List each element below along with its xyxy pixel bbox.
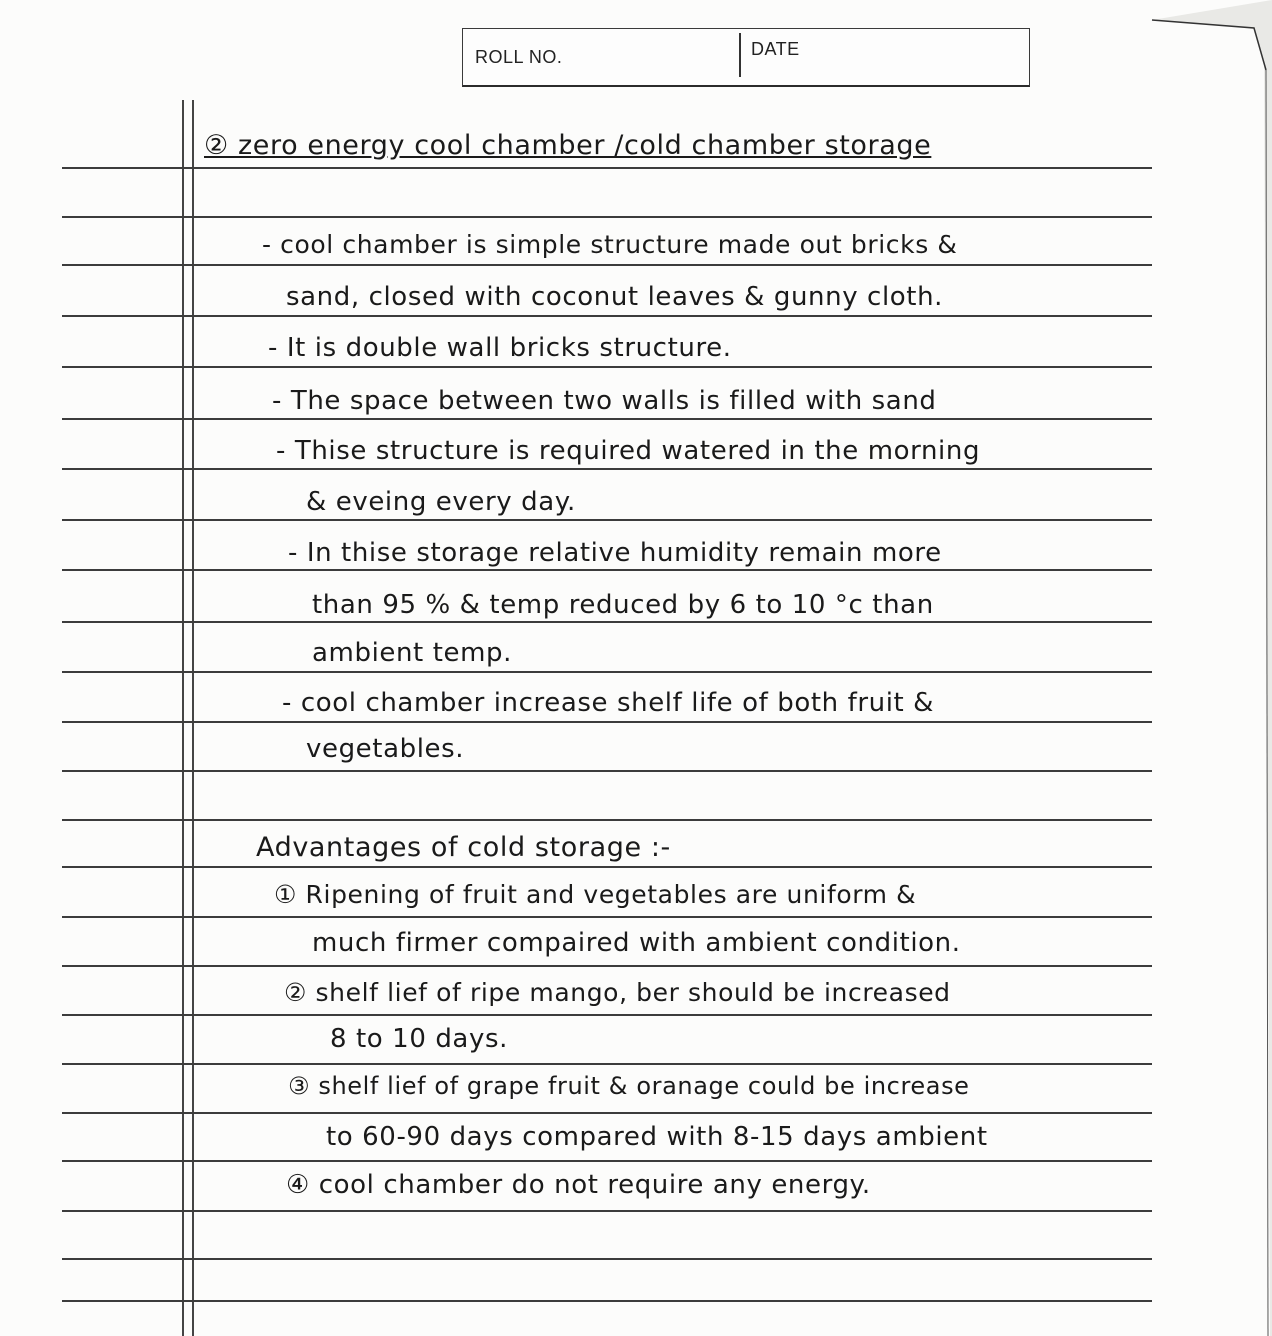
ruled-line [62,519,1152,521]
advantage-line-6: to 60-90 days compared with 8-15 days ambient [326,1122,988,1152]
ruled-line [62,721,1152,723]
ruled-line [62,1300,1152,1302]
ruled-line [62,315,1152,317]
ruled-line [62,621,1152,623]
margin-line-right [192,100,194,1336]
note-line-4: - The space between two walls is filled with sand [272,386,937,416]
advantages-heading: Advantages of cold storage :- [256,832,671,863]
margin-line-left [182,100,184,1336]
note-line-1: - cool chamber is simple structure made out bricks & [262,230,958,259]
note-line-8: than 95 % & temp reduced by 6 to 10 °c than [312,590,934,620]
advantage-line-3: ② shelf lief of ripe mango, ber should be increased [284,978,951,1007]
ruled-line [62,819,1152,821]
advantage-line-7: ④ cool chamber do not require any energy. [286,1170,871,1200]
ruled-line [62,167,1152,169]
note-line-7: - In thise storage relative humidity remain more [288,538,942,568]
note-line-10: - cool chamber increase shelf life of both fruit & [282,688,935,718]
ruled-line [62,418,1152,420]
ruled-line [62,264,1152,266]
advantage-line-1: ① Ripening of fruit and vegetables are uniform & [274,880,917,909]
ruled-line [62,1210,1152,1212]
note-line-5: - Thise structure is required watered in the morning [276,436,981,466]
page-curl-edge [1142,0,1272,1336]
ruled-line [62,216,1152,218]
ruled-line [62,965,1152,967]
note-line-2: sand, closed with coconut leaves & gunny cloth. [286,282,944,312]
note-line-11: vegetables. [306,734,465,764]
ruled-line [62,1112,1152,1114]
ruled-line [62,770,1152,772]
note-title: ② zero energy cool chamber /cold chamber storage [204,130,932,161]
roll-no-label: ROLL NO. [475,47,563,67]
ruled-line [62,866,1152,868]
ruled-line [62,1063,1152,1065]
advantage-line-5: ③ shelf lief of grape fruit & oranage could be increase [288,1072,970,1100]
ruled-line [62,366,1152,368]
advantage-line-4: 8 to 10 days. [330,1024,508,1054]
date-label: DATE [751,39,800,59]
advantage-line-2: much firmer compaired with ambient condition. [312,928,961,958]
ruled-line [62,916,1152,918]
note-line-9: ambient temp. [312,638,513,668]
ruled-line [62,468,1152,470]
note-line-3: - It is double wall bricks structure. [268,333,732,363]
ruled-line [62,1160,1152,1162]
ruled-line [62,1258,1152,1260]
ruled-line [62,671,1152,673]
ruled-line [62,569,1152,571]
header-box [462,28,1030,87]
note-line-6: & eveing every day. [306,487,576,517]
header-divider [739,33,741,77]
ruled-line [62,1014,1152,1016]
